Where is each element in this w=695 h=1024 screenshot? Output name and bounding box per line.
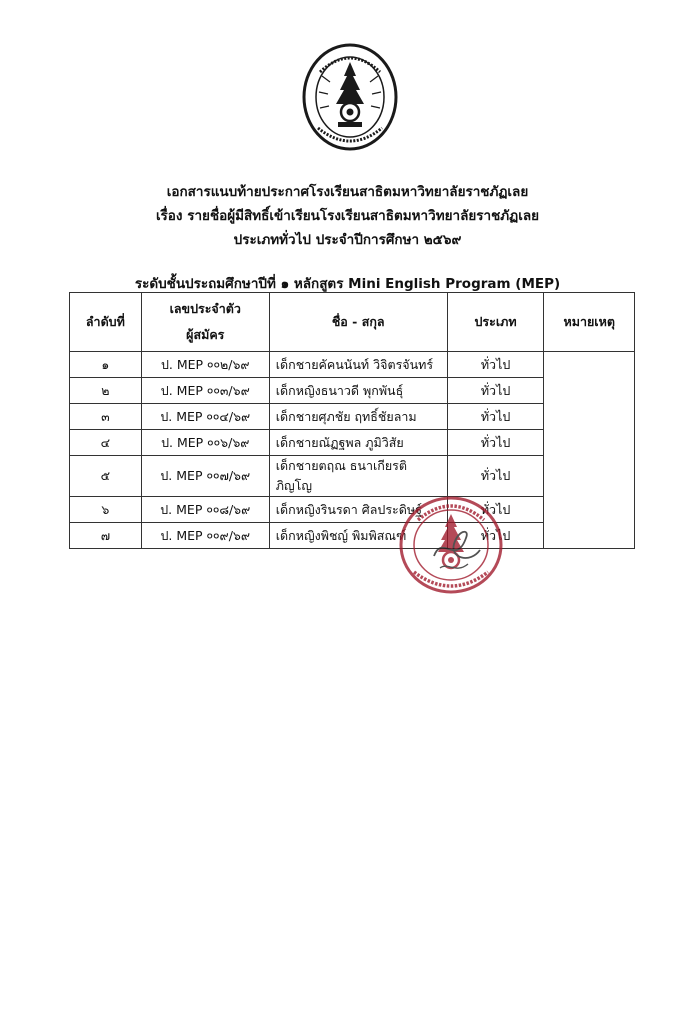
cell-applicant-id: ป. MEP ००๓/๖๙ bbox=[141, 378, 269, 404]
header-applicant-id bbox=[141, 293, 269, 352]
cell-no: ๕ bbox=[70, 456, 142, 497]
cell-type: ทั่วไป bbox=[447, 497, 544, 523]
header-id-line-2: ผู้สมัคร bbox=[186, 327, 225, 342]
cell-no: ๓ bbox=[70, 404, 142, 430]
cell-applicant-id: ป. MEP ००๘/๖๙ bbox=[141, 497, 269, 523]
cell-no: ๑ bbox=[70, 352, 142, 378]
cell-applicant-id: ป. MEP ००๙/๖๙ bbox=[141, 523, 269, 549]
header-note: หมายเหตุ bbox=[544, 293, 635, 352]
official-red-stamp-icon bbox=[396, 494, 506, 596]
cell-type: ทั่วไป bbox=[447, 378, 544, 404]
header-no: ลำดับที่ bbox=[70, 293, 142, 352]
cell-no: ๗ bbox=[70, 523, 142, 549]
cell-type: ทั่วไป bbox=[447, 523, 544, 549]
table-subtitle: ระดับชั้นประถมศึกษาปีที่ ๑ หลักสูตร Mini English Program (MEP) bbox=[134, 276, 561, 292]
cell-applicant-id: ป. MEP ००๗/๖๙ bbox=[141, 456, 269, 497]
cell-type: ทั่วไป bbox=[447, 430, 544, 456]
header-type: ประเภท bbox=[447, 293, 544, 352]
cell-no: ๔ bbox=[70, 430, 142, 456]
cell-no: ๖ bbox=[70, 497, 142, 523]
cell-name: เด็กชายศุภชัย ฤทธิ์ชัยลาม bbox=[269, 404, 447, 430]
cell-type: ทั่วไป bbox=[447, 352, 544, 378]
document-header-line-1: เอกสารแนบท้ายประกาศโรงเรียนสาธิตมหาวิทยาลัยราชภัฏเลย bbox=[166, 184, 529, 200]
cell-name: เด็กหญิงรินรดา ศิลประดิษฐ์ bbox=[269, 497, 447, 523]
admission-table bbox=[69, 292, 635, 549]
cell-name: เด็กชายณัฏฐพล ภูมิวิสัย bbox=[269, 430, 447, 456]
cell-name: เด็กชายตฤณ ธนาเกียรติภิญโญ bbox=[269, 456, 447, 497]
cell-applicant-id: ป. MEP ००๖/๖๙ bbox=[141, 430, 269, 456]
cell-applicant-id: ป. MEP ००๒/๖๙ bbox=[141, 352, 269, 378]
cell-name: เด็กหญิงพิชญ์ พิมพิสณฑ์ bbox=[269, 523, 447, 549]
cell-name: เด็กหญิงธนาวดี พุกพันธุ์ bbox=[269, 378, 447, 404]
cell-no: ๒ bbox=[70, 378, 142, 404]
document-header-line-2: เรื่อง รายชื่อผู้มีสิทธิ์เข้าเรียนโรงเรียนสาธิตมหาวิทยาลัยราชภัฏเลย bbox=[155, 208, 540, 224]
cell-applicant-id: ป. MEP ००๔/๖๙ bbox=[141, 404, 269, 430]
document-header-line-3: ประเภททั่วไป ประจำปีการศึกษา ๒๕๖๙ bbox=[233, 232, 462, 248]
university-seal-icon bbox=[300, 42, 400, 152]
header-id-line-1: เลขประจำตัว bbox=[169, 301, 241, 316]
cell-type: ทั่วไป bbox=[447, 404, 544, 430]
cell-note bbox=[544, 352, 635, 549]
table-row bbox=[70, 352, 635, 378]
cell-name: เด็กชายคัคนนันท์ วิจิตรจันทร์ bbox=[269, 352, 447, 378]
table-header-row bbox=[70, 293, 635, 352]
cell-type: ทั่วไป bbox=[447, 456, 544, 497]
header-name: ชื่อ - สกุล bbox=[269, 293, 447, 352]
